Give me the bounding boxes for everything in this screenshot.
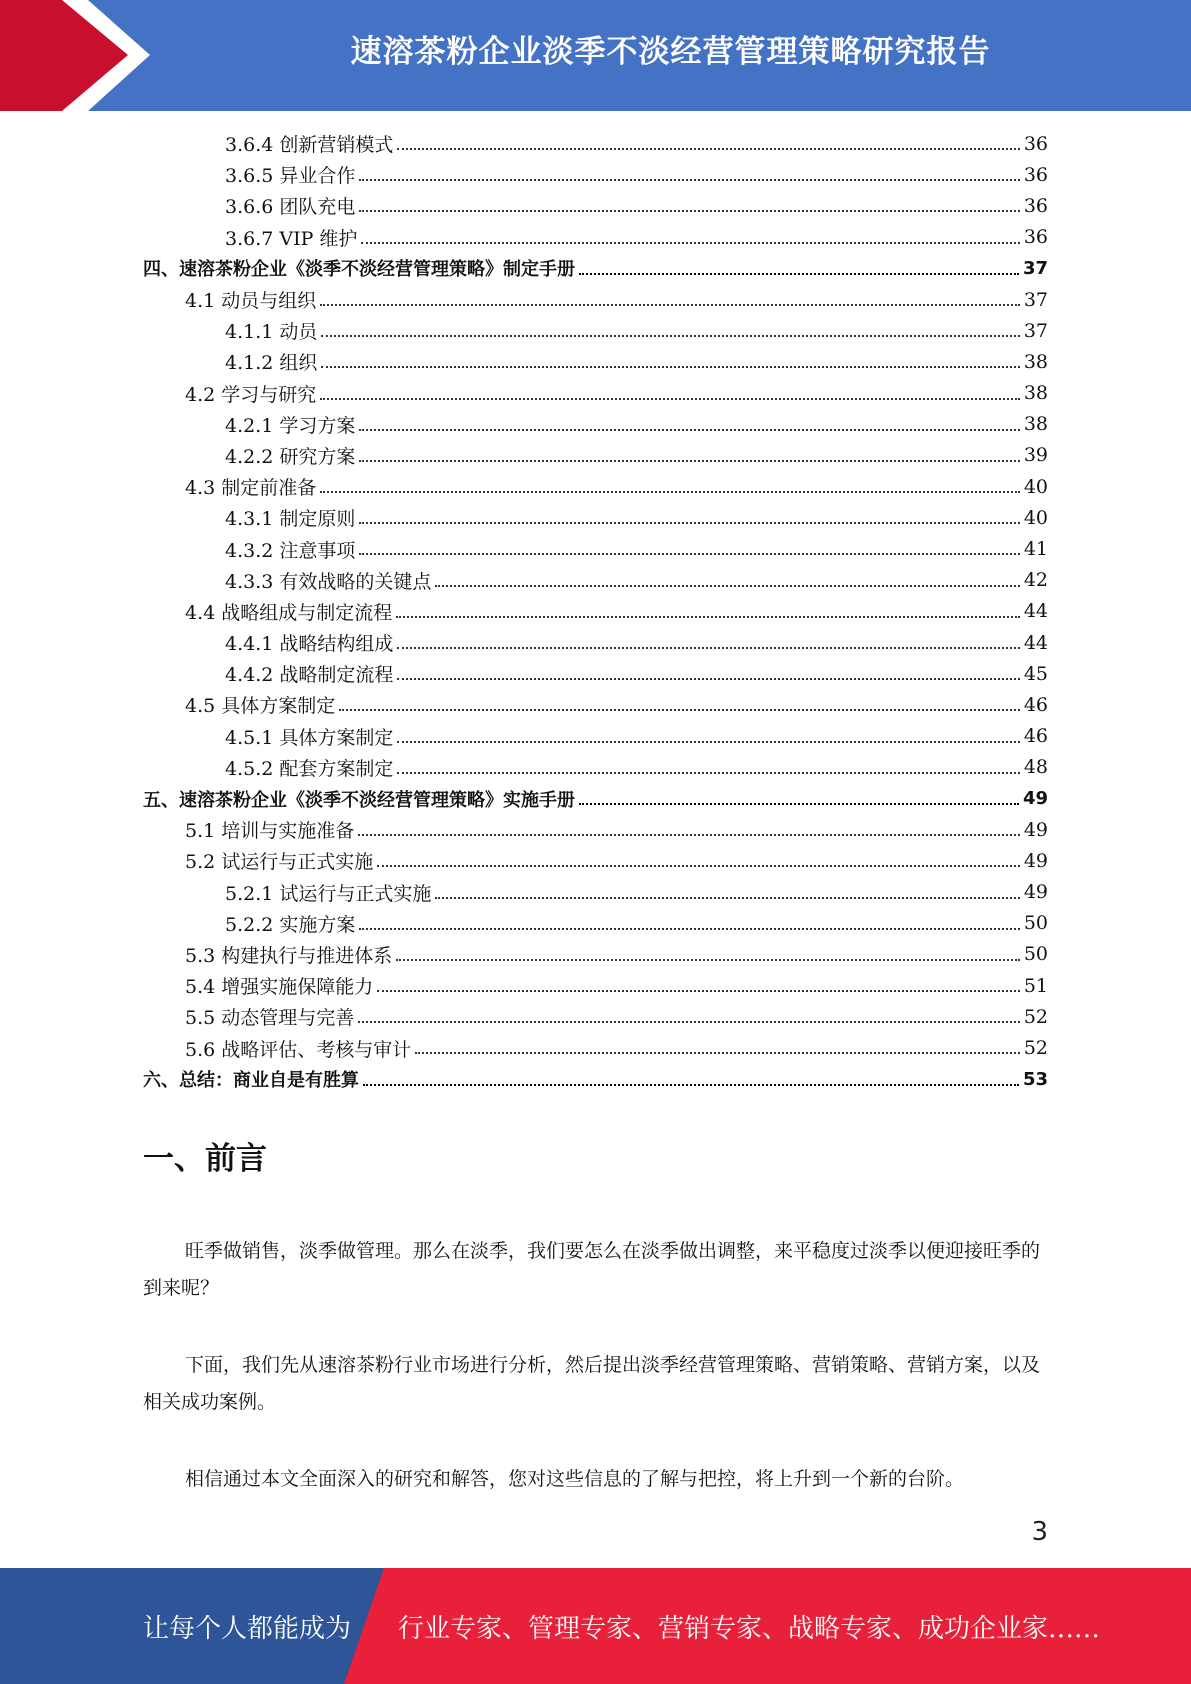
toc-entry-label: 4.4.1 战略结构组成 [225,633,394,656]
toc-dot-leader [397,723,1019,743]
toc-entry-page: 36 [1023,132,1048,155]
toc-entry-label: 5.2.1 试运行与正式实施 [225,882,432,905]
toc-entry-page: 50 [1023,943,1048,966]
toc-entry-page: 51 [1023,974,1048,997]
toc-entry-label: 3.6.7 VIP 维护 [225,227,358,250]
toc-dot-leader [579,255,1019,275]
toc-dot-leader [321,348,1019,368]
toc-dot-leader [397,754,1019,774]
toc-entry-label: 四、速溶茶粉企业《淡季不淡经营管理策略》制定手册 [143,259,575,281]
toc-dot-leader [359,192,1019,212]
toc-entry-page: 49 [1023,818,1048,841]
toc-entry-label: 4.5.2 配套方案制定 [225,757,394,780]
toc-entry-page: 50 [1023,912,1048,935]
toc-dot-leader [359,411,1019,431]
footer-slogan-left: 让每个人都能成为 [143,1614,352,1644]
toc-entry-page: 45 [1023,662,1048,685]
toc-entry-label: 5.3 构建执行与推进体系 [185,944,393,967]
toc-entry-page: 42 [1023,569,1048,592]
toc-entry-label: 六、总结：商业自是有胜算 [143,1070,359,1092]
toc-dot-leader [377,847,1020,867]
toc-entry-page: 41 [1023,538,1048,561]
section-heading: 一、前言 [143,1141,267,1177]
toc-entry-page: 52 [1023,1005,1048,1028]
toc-entry[interactable] [143,284,1048,315]
toc-entry[interactable] [143,502,1048,533]
toc-dot-leader [358,1003,1020,1023]
toc-dot-leader [359,504,1019,524]
toc-entry[interactable] [143,159,1048,190]
toc-entry-page: 49 [1023,849,1048,872]
toc-dot-leader [397,660,1019,680]
toc-entry-label: 4.3.2 注意事项 [225,539,356,562]
toc-entry[interactable] [143,752,1048,783]
paragraph: 下面，我们先从速溶茶粉行业市场进行分析，然后提出淡季经营管理策略、营销策略、营销方案，以及相关成功案例。 [143,1354,1041,1413]
toc-entry[interactable] [143,128,1048,159]
toc-dot-leader [396,598,1020,618]
toc-dot-leader [377,972,1020,992]
toc-entry-page: 37 [1023,288,1048,311]
toc-entry-label: 4.4 战略组成与制定流程 [185,601,393,624]
toc-entry-page: 44 [1023,600,1048,623]
toc-entry[interactable] [143,721,1048,752]
toc-entry-page: 36 [1023,194,1048,217]
toc-entry-page: 36 [1023,163,1048,186]
toc-entry-label: 5.1 培训与实施准备 [185,820,355,843]
page-footer [0,1568,1191,1684]
toc-entry-label: 3.6.4 创新营销模式 [225,134,394,157]
toc-entry-label: 4.4.2 战略制定流程 [225,664,394,687]
toc-entry-label: 5.6 战略评估、考核与审计 [185,1038,412,1061]
toc-dot-leader [397,629,1019,649]
toc-dot-leader [320,380,1020,400]
toc-entry-label: 3.6.5 异业合作 [225,165,356,188]
toc-entry[interactable] [143,471,1048,502]
toc-entry[interactable] [143,814,1048,845]
toc-entry[interactable] [143,1032,1048,1063]
footer-slogan-right: 行业专家、管理专家、营销专家、战略专家、成功企业家…… [398,1614,1101,1644]
toc-entry[interactable] [143,533,1048,564]
toc-dot-leader [320,286,1020,306]
toc-dot-leader [339,691,1020,711]
toc-entry-label: 4.3 制定前准备 [185,477,317,500]
toc-entry-page: 37 [1023,319,1048,342]
toc-entry[interactable] [143,939,1048,970]
toc-dot-leader [359,535,1019,555]
toc-entry-page: 48 [1023,756,1048,779]
toc-entry-page: 38 [1023,350,1048,373]
toc-entry-page: 46 [1023,693,1048,716]
page-header [0,0,1191,111]
paragraph: 旺季做销售，淡季做管理。那么在淡季，我们要怎么在淡季做出调整，来平稳度过淡季以便迎接旺季的到来呢？ [143,1240,1041,1299]
toc-entry[interactable] [143,565,1048,596]
toc-entry-label: 4.1.1 动员 [225,321,318,344]
toc-dot-leader [358,816,1020,836]
toc-entry-label: 5.2 试运行与正式实施 [185,851,374,874]
paragraph: 相信通过本文全面深入的研究和解答，您对这些信息的了解与把控，将上升到一个新的台阶。 [185,1468,965,1490]
toc-entry-page: 37 [1022,257,1048,279]
toc-entry-page: 52 [1023,1037,1048,1060]
page-number: 3 [1031,1517,1048,1547]
toc-entry-page: 38 [1023,382,1048,405]
toc-dot-leader [359,442,1019,462]
toc-dot-leader [579,785,1019,805]
toc-entry-page: 49 [1022,788,1048,810]
toc-entry-label: 4.1.2 组织 [225,352,318,375]
toc-dot-leader [435,879,1019,899]
toc-entry[interactable] [143,190,1048,221]
toc-entry[interactable] [143,222,1048,253]
toc-entry-label: 5.2.2 实施方案 [225,913,356,936]
toc-entry-label: 3.6.6 团队充电 [225,196,356,219]
toc-entry-page: 40 [1023,506,1048,529]
toc-entry[interactable] [143,627,1048,658]
toc-entry-page: 46 [1023,725,1048,748]
document-title: 速溶茶粉企业淡季不淡经营管理策略研究报告 [350,34,991,70]
toc-entry[interactable] [143,440,1048,471]
toc-entry[interactable] [143,783,1048,814]
toc-entry[interactable] [143,908,1048,939]
toc-dot-leader [397,130,1019,150]
toc-entry[interactable] [143,253,1048,284]
toc-entry-page: 39 [1023,444,1048,467]
toc-entry[interactable] [143,346,1048,377]
toc-entry-page: 38 [1023,413,1048,436]
toc-entry[interactable] [143,409,1048,440]
toc-entry[interactable] [143,658,1048,689]
toc-entry[interactable] [143,1001,1048,1032]
toc-entry-page: 36 [1023,226,1048,249]
toc-dot-leader [435,567,1019,587]
toc-dot-leader [359,910,1019,930]
toc-entry[interactable] [143,970,1048,1001]
toc-dot-leader [359,161,1019,181]
toc-dot-leader [361,224,1019,244]
toc-entry[interactable] [143,1064,1048,1095]
toc-entry[interactable] [143,689,1048,720]
toc-entry[interactable] [143,315,1048,346]
toc-dot-leader [396,941,1020,961]
toc-dot-leader [415,1034,1020,1054]
toc-entry-label: 4.1 动员与组织 [185,290,317,313]
toc-entry-label: 5.4 增强实施保障能力 [185,976,374,999]
toc-entry[interactable] [143,845,1048,876]
toc-entry-page: 40 [1023,475,1048,498]
toc-entry-page: 44 [1023,631,1048,654]
toc-entry-label: 4.2.2 研究方案 [225,445,356,468]
toc-entry-label: 4.2 学习与研究 [185,383,317,406]
toc-entry-label: 4.5 具体方案制定 [185,695,336,718]
toc-dot-leader [321,317,1019,337]
toc-entry-label: 4.3.1 制定原则 [225,508,356,531]
toc-entry-label: 4.3.3 有效战略的关键点 [225,570,432,593]
table-of-contents [143,128,1048,1095]
toc-entry[interactable] [143,877,1048,908]
toc-dot-leader [320,473,1020,493]
toc-entry-label: 五、速溶茶粉企业《淡季不淡经营管理策略》实施手册 [143,789,575,811]
toc-entry-label: 4.2.1 学习方案 [225,414,356,437]
toc-entry[interactable] [143,378,1048,409]
toc-entry-label: 4.5.1 具体方案制定 [225,726,394,749]
toc-entry[interactable] [143,596,1048,627]
toc-entry-label: 5.5 动态管理与完善 [185,1007,355,1030]
toc-dot-leader [363,1066,1019,1086]
toc-entry-page: 49 [1023,881,1048,904]
toc-entry-page: 53 [1022,1068,1048,1090]
